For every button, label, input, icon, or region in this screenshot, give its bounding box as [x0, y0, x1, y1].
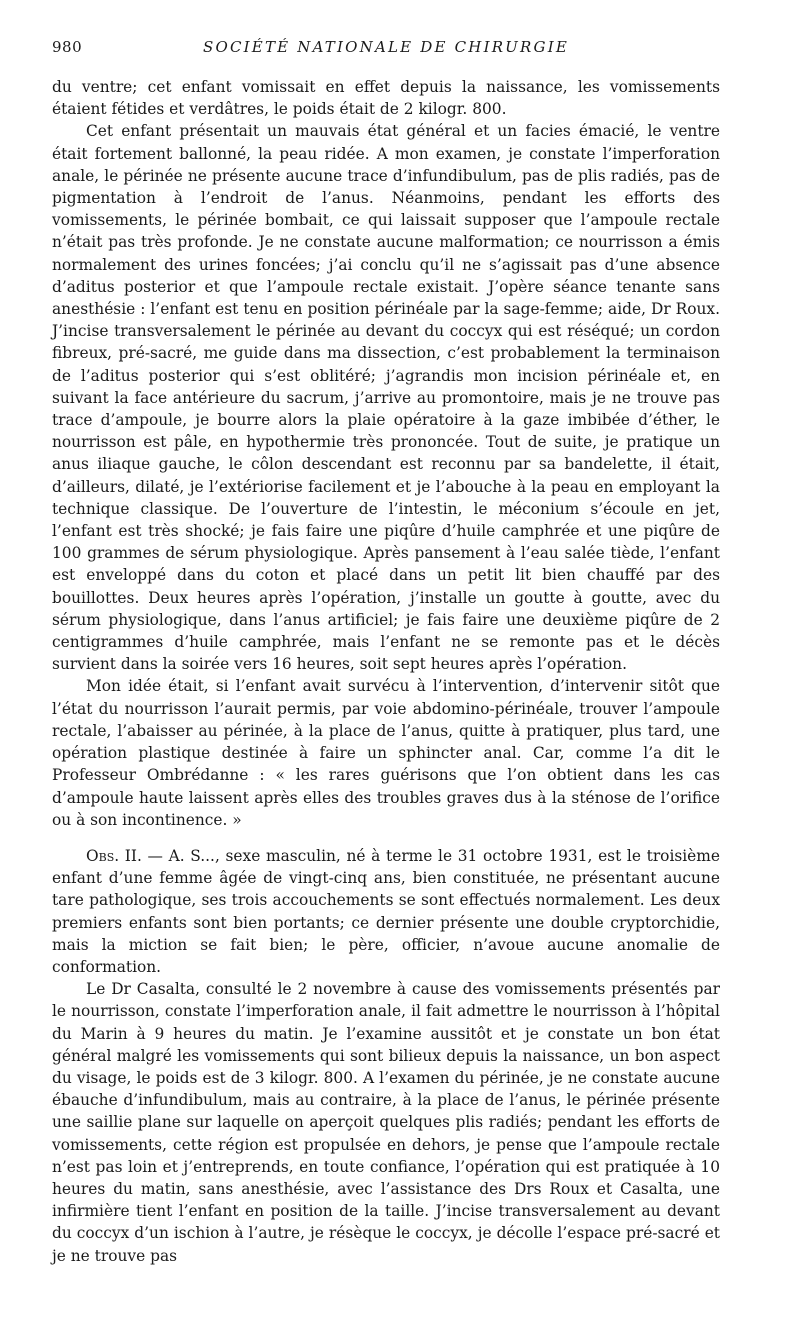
paragraph-4 [52, 845, 720, 978]
paragraph-5: Le Dr Casalta, consulté le 2 novembre à cause des vomissements présentés par le nourrisson, constate l’imperforation anale, il fait admettre le nourrisson à l’hôpital du Marin à 9 heures du matin. Je l’examine aussitôt et je constate un bon état général malgré les vomissements qui sont bilieux depuis la naissance, un bon aspect du visage, le poids est de 3 kilogr. 800. A l’examen du périnée, je ne constate aucune ébauche d’infundibulum, mais au contraire, à la place de l’anus, le périnée présente une saillie plane sur laquelle on aperçoit quelques plis radiés; pendant les efforts de vomissements, cette région est propulsée en dehors, je pense que l’ampoule rectale n’est pas loin et j’entreprends, en toute confiance, l’opération qui est pratiquée à 10 heures du matin, sans anesthésie, avec l’assistance des Drs Roux et Casalta, une infirmière tient l’enfant en position de la taille. J’incise transversalement au devant du coccyx d’un ischion à l’autre, je résèque le coccyx, je décolle l’espace pré-sacré et je ne trouve pas [52, 980, 720, 1265]
page-number: 980 [52, 38, 83, 56]
observation-label: Obs. II. [86, 846, 142, 865]
paragraph-1: du ventre; cet enfant vomissait en effet depuis la naissance, les vomissements étaient fétides et verdâtres, le poids était de 2 kilogr. 800. [52, 78, 720, 119]
page-header [52, 36, 720, 62]
paragraph-4-text: — A. S..., sexe masculin, né à terme le 31 octobre 1931, est le troisième enfant d’une femme âgée de vingt-cinq ans, bien constituée, ne présentant aucune tare pathologique, ses trois accouchements se sont effectués normalement. Les deux premiers enfants sont bien portants; ce dernier présente une double cryptorchidie, mais la miction se fait bien; le père, officier, n’avoue aucune anomalie de conformation. [52, 846, 720, 976]
page [52, 36, 720, 1267]
section-gap [52, 831, 720, 845]
paragraph-3: Mon idée était, si l’enfant avait survécu à l’intervention, d’intervenir sitôt que l’état du nourrisson l’aurait permis, par voie abdomino-périnéale, trouver l’ampoule rectale, l’abaisser au périnée, à la place de l’anus, quitte à pratiquer, plus tard, une opération plastique destinée à faire un sphincter anal. Car, comme l’a dit le Professeur Ombrédanne : « les rares guérisons que l’on obtient dans les cas d’ampoule haute laissent après elles des troubles graves dus à la sténose de l’orifice ou à son incontinence. » [52, 677, 720, 829]
paragraph-2: Cet enfant présentait un mauvais état général et un facies émacié, le ventre était fortement ballonné, la peau ridée. A mon examen, je constate l’imperforation anale, le périnée ne présente aucune trace d’infundibulum, pas de plis radiés, pas de pigmentation à l’endroit de l’anus. Néanmoins, pendant les efforts des vomissements, le périnée bombait, ce qui laissait supposer que l’ampoule rectale n’était pas très profonde. Je ne constate aucune malformation; ce nourrisson a émis normalement des urines foncées; j’ai conclu qu’il ne s’agissait pas d’une absence d’aditus posterior et que l’ampoule rectale existait. J’opère séance tenante sans anesthésie : l’enfant est tenu en position périnéale par la sage-femme; aide, Dr Roux. J’incise transversalement le périnée au devant du coccyx qui est réséqué; un cordon fibreux, pré-sacré, me guide dans ma dissection, c’est probablement la terminaison de l’aditus posterior qui s’est oblitéré; j’agrandis mon incision périnéale et, en suivant la face antérieure du sacrum, j’arrive au promontoire, mais je ne trouve pas trace d’ampoule, je bourre alors la plaie opératoire à la gaze imbibée d’éther, le nourrisson est pâle, en hypothermie très prononcée. Tout de suite, je pratique un anus iliaque gauche, le côlon descendant est reconnu par sa bandelette, il était, d’ailleurs, dilaté, je l’extériorise facilement et je l’abouche à la peau en employant la technique classique. De l’ouverture de l’intestin, le méconium s’écoule en jet, l’enfant est très shocké; je fais faire une piqûre d’huile camphrée et une piqûre de 100 grammes de sérum physiologique. Après pansement à l’eau salée tiède, l’enfant est enveloppé dans du coton et placé dans un petit lit bien chauffé par des bouillottes. Deux heures après l’opération, j’installe un goutte à goutte, avec du sérum physiologique, dans l’anus artificiel; je fais faire une deuxième piqûre de 2 centigrammes d’huile camphrée, mais l’enfant ne se remonte pas et le décès survient dans la soirée vers 16 heures, soit sept heures après l’opération. [52, 122, 720, 674]
running-title: SOCIÉTÉ NATIONALE DE CHIRURGIE [203, 38, 569, 56]
